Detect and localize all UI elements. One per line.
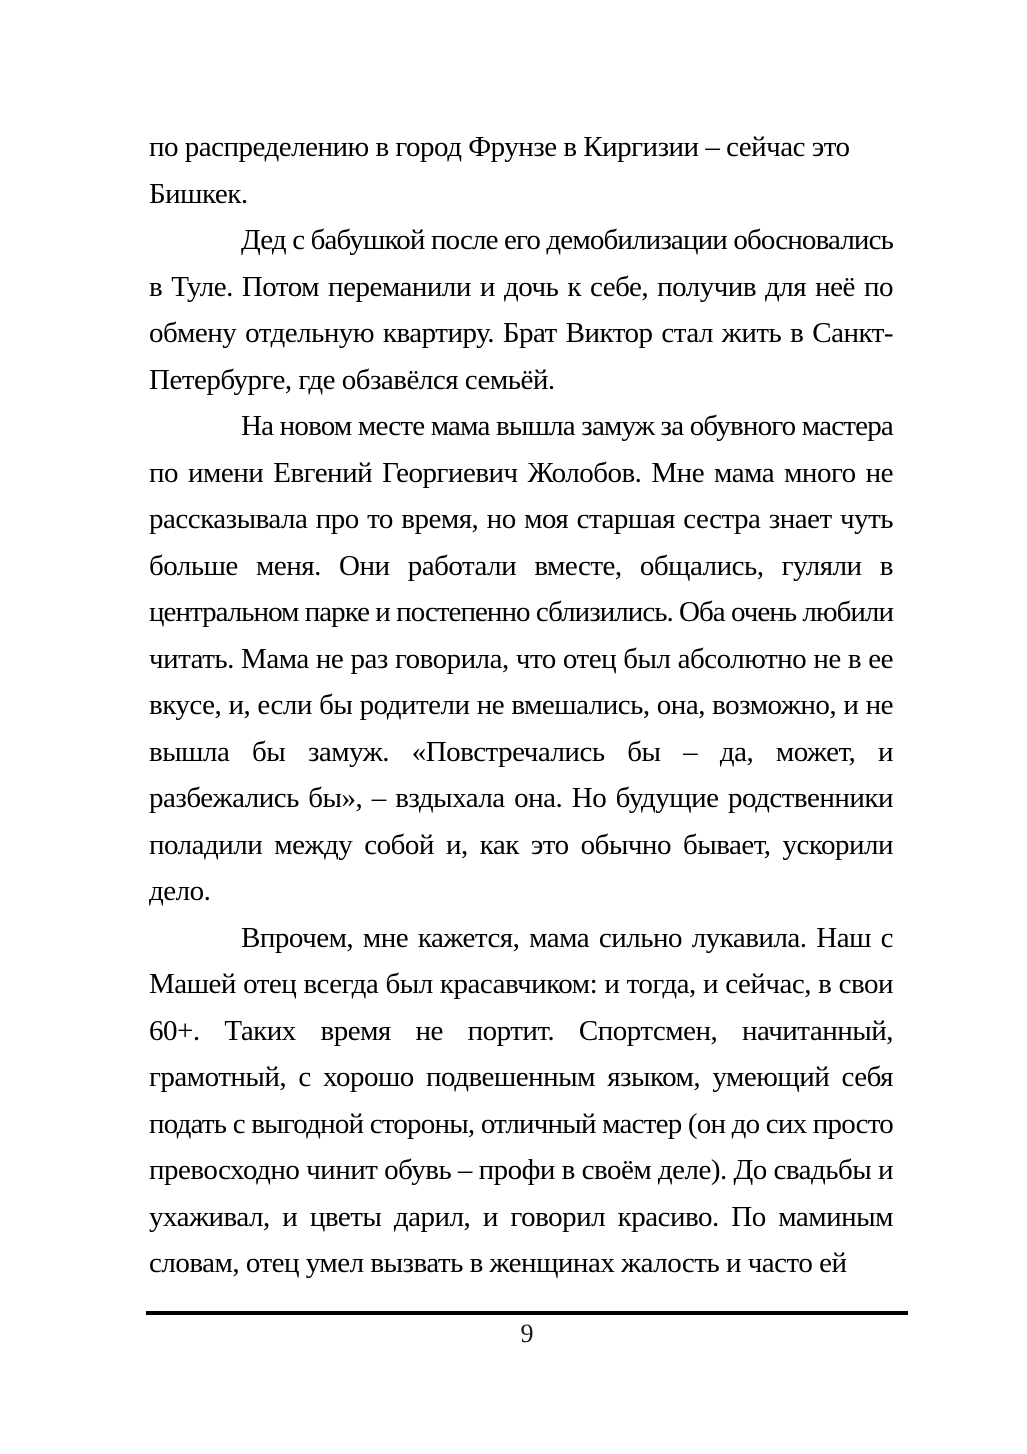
- text-line: читать. Мама не раз говорила, что отец был абсолютно не в ее: [149, 642, 893, 675]
- text-line: рассказывала про то время, но моя старшая сестра знает чуть: [149, 503, 893, 535]
- text-line: Петербурге, где обзавёлся семьёй.: [149, 363, 555, 396]
- text-line: по распределению в город Фрунзе в Киргизии – сейчас это: [149, 131, 850, 163]
- text-line: вышла бы замуж. «Повстречались бы – да, может, и: [149, 735, 893, 768]
- text-line: Бишкек.: [149, 177, 248, 210]
- text-line: подать с выгодной стороны, отличный мастер (он до сих просто: [149, 1107, 893, 1140]
- text-line: словам, отец умел вызвать в женщинах жалость и часто ей: [149, 1247, 847, 1279]
- text-line: На новом месте мама вышла замуж за обувного мастера: [241, 410, 893, 442]
- text-line: Дед с бабушкой после его демобилизации обосновались: [241, 224, 893, 256]
- text-line: дело.: [149, 875, 211, 907]
- text-line: обмену отдельную квартиру. Брат Виктор стал жить в Санкт-: [149, 317, 893, 349]
- text-line: 60+. Таких время не портит. Спортсмен, начитанный,: [149, 1014, 893, 1047]
- text-line: в Туле. Потом переманили и дочь к себе, получив для неё по: [149, 270, 893, 303]
- text-line: вкусе, и, если бы родители не вмешались, она, возможно, и не: [149, 689, 893, 721]
- text-line: Впрочем, мне кажется, мама сильно лукавила. Наш с: [241, 921, 893, 954]
- text-line: центральном парке и постепенно сблизились. Оба очень любили: [149, 596, 893, 628]
- text-body: [149, 124, 893, 1287]
- text-line: по имени Евгений Георгиевич Жолобов. Мне мама много не: [149, 456, 893, 489]
- text-line: разбежались бы», – вздыхала она. Но будущие родственники: [149, 782, 893, 814]
- text-line: больше меня. Они работали вместе, общались, гуляли в: [149, 549, 893, 582]
- text-line: грамотный, с хорошо подвешенным языком, умеющий себя: [149, 1061, 893, 1093]
- text-line: поладили между собой и, как это обычно бывает, ускорили: [149, 828, 893, 861]
- page-number: 9: [520, 1319, 534, 1348]
- text-line: Машей отец всегда был красавчиком: и тогда, и сейчас, в свои: [149, 968, 893, 1000]
- footer-rule: [146, 1311, 908, 1315]
- text-line: ухаживал, и цветы дарил, и говорил красиво. По маминым: [149, 1200, 893, 1233]
- text-line: превосходно чинит обувь – профи в своём деле). До свадьбы и: [149, 1154, 893, 1186]
